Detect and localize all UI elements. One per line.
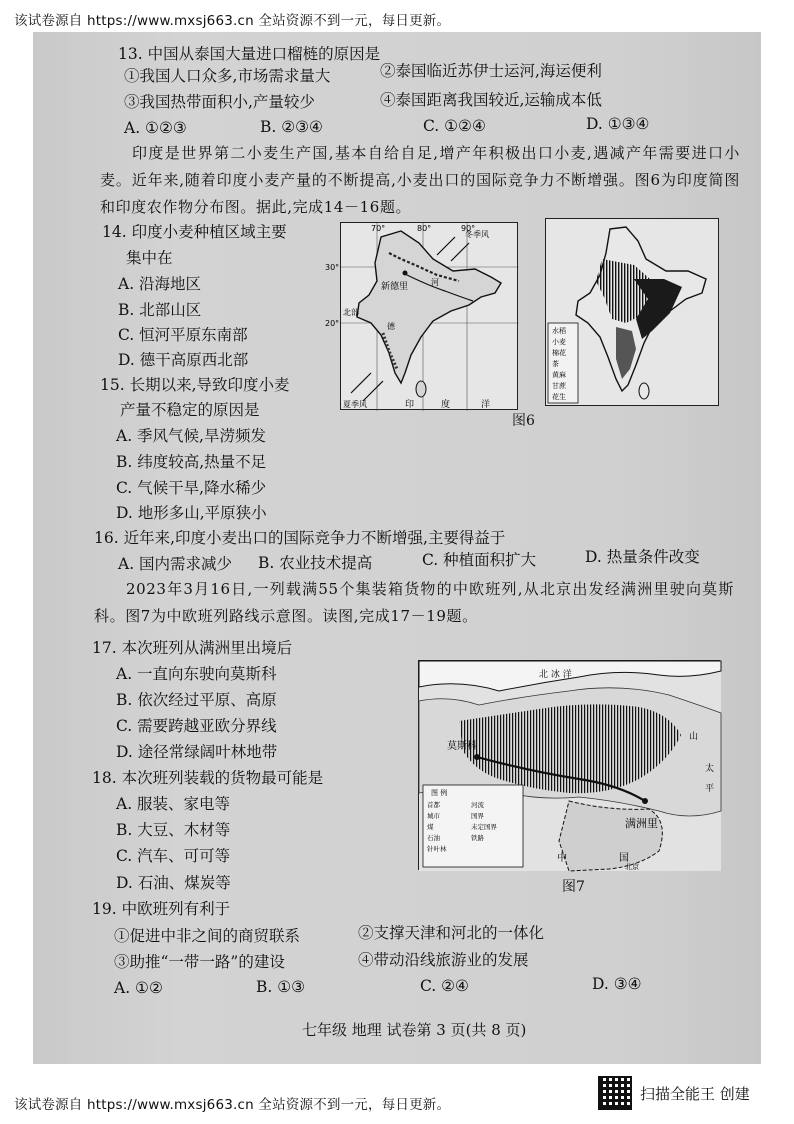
- q13-option-4: ④泰国距离我国较近,运输成本低: [380, 91, 602, 109]
- q18-stem: 18. 本次班列装载的货物最可能是: [92, 769, 324, 787]
- manzhouli-dot: [642, 798, 648, 804]
- crop-map-svg: [546, 219, 720, 407]
- beijing-label: 北京: [625, 863, 639, 871]
- lon-80-label: 80°: [417, 224, 432, 233]
- q14-stem-2: 集中在: [126, 249, 173, 267]
- moscow-label: 莫斯科: [447, 741, 477, 752]
- newdelhi-dot: [403, 271, 408, 276]
- q19-option-1: ①促进中非之间的商贸联系: [114, 927, 301, 945]
- q16-answer-b: B. 农业技术提高: [258, 554, 373, 572]
- legend-capital: 首都: [427, 801, 440, 809]
- q16-answer-a: A. 国内需求减少: [118, 555, 233, 573]
- intro-14-16: 印度是世界第二小麦生产国,基本自给自足,增产年积极出口小麦,遇减产年需要进口小麦。近年来,随着印度小麦产量的不断提高,小麦出口的国际竞争力不断增强。图6为印度简图和印度农作物分布图。据此,完成14－16题。: [100, 144, 740, 216]
- legend-rice: 水稻: [552, 327, 566, 335]
- q19-stem: 19. 中欧班列有利于: [92, 900, 231, 918]
- bottom-banner: 该试卷源自 https://www.mxsj663.cn 全站资源不到一元，每日更新。: [14, 1097, 451, 1113]
- q13-answer-c: C. ①②④: [423, 117, 486, 135]
- q17-stem: 17. 本次班列从满洲里出境后: [92, 639, 293, 657]
- india-outline: [357, 231, 501, 383]
- q18-answer-b: B. 大豆、木材等: [116, 821, 231, 839]
- legend-tea: 茶: [552, 360, 559, 368]
- q17-answer-b: B. 依次经过平原、高原: [116, 691, 277, 709]
- q14-answer-d: D. 德干高原西北部: [118, 351, 249, 369]
- q19-answer-b: B. ①③: [256, 978, 306, 996]
- q17-answer-d: D. 途径常绿阔叶林地带: [116, 743, 278, 761]
- figure-6-caption: 图6: [512, 413, 535, 429]
- ocean-label-3: 洋: [481, 400, 491, 410]
- legend-title: 图 例: [431, 789, 448, 797]
- china-label: 中: [557, 853, 567, 864]
- q18-answer-c: C. 汽车、可可等: [116, 847, 231, 865]
- arctic-label: 北 冰 洋: [539, 670, 572, 680]
- manzhouli-label: 满洲里: [625, 817, 658, 830]
- q18-answer-a: A. 服装、家电等: [116, 795, 231, 813]
- q16-stem: 16. 近年来,印度小麦出口的国际竞争力不断增强,主要得益于: [94, 529, 506, 547]
- mountain-label: 山: [689, 732, 699, 742]
- figure-7-railway-map: [418, 660, 720, 870]
- q16-answer-d: D. 热量条件改变: [585, 548, 700, 566]
- q17-answer-c: C. 需要跨越亚欧分界线: [116, 717, 277, 735]
- q14-answer-c: C. 恒河平原东南部: [118, 326, 248, 344]
- legend-undef: 未定国界: [471, 823, 497, 831]
- legend-river: 河流: [471, 801, 484, 809]
- qr-code-icon: [598, 1076, 632, 1110]
- lon-70-label: 70°: [371, 224, 386, 233]
- summer-monsoon-arrow-2: [363, 381, 383, 401]
- q13-option-3: ③我国热带面积小,产量较少: [124, 93, 315, 111]
- legend-cane: 甘蔗: [552, 382, 566, 390]
- q19-option-2: ②支撑天津和河北的一体化: [358, 924, 545, 942]
- q14-answer-b: B. 北部山区: [118, 301, 202, 319]
- india-map-svg: [325, 223, 519, 411]
- q16-answer-c: C. 种植面积扩大: [422, 551, 537, 569]
- q13-answer-d: D. ①③④: [586, 115, 650, 133]
- q19-answer-c: C. ②④: [420, 977, 469, 995]
- sri-lanka: [416, 381, 426, 397]
- q19-option-3: ③助推“一带一路”的建设: [114, 953, 285, 971]
- q15-answer-c: C. 气候干旱,降水稀少: [116, 479, 267, 497]
- newdelhi-label: 新德里: [381, 282, 409, 292]
- lon-90-label: 90°: [461, 224, 476, 233]
- q15-answer-b: B. 纬度较高,热量不足: [116, 453, 267, 471]
- winter-monsoon-arrow-1: [437, 237, 455, 255]
- winter-monsoon-label: 冬季风: [465, 230, 489, 239]
- intro-17-19: 2023年3月16日,一列载满55个集装箱货物的中欧班列,从北京出发经满洲里驶向莫斯科。图7为中欧班列路线示意图。读图,完成17－19题。: [94, 580, 734, 625]
- sri-lanka-crop: [639, 383, 649, 399]
- q14-stem-1: 14. 印度小麦种植区域主要: [102, 223, 287, 241]
- river-label: 河: [431, 278, 439, 287]
- railway-map-svg: [419, 661, 721, 871]
- q13-answer-a: A. ①②③: [124, 119, 187, 137]
- q15-answer-a: A. 季风气候,旱涝频发: [116, 427, 266, 445]
- q19-answer-a: A. ①②: [114, 979, 163, 997]
- figure-6-crop-map: [545, 218, 719, 406]
- q14-answer-a: A. 沿海地区: [118, 275, 202, 293]
- moscow-dot: [474, 754, 480, 760]
- winter-monsoon-arrow-2: [451, 243, 469, 261]
- legend-city: 城市: [427, 812, 440, 820]
- legend-oil: 石油: [427, 834, 440, 842]
- camscanner-label: 扫描全能王 创建: [640, 1085, 750, 1103]
- legend-peanut: 花生: [552, 393, 566, 401]
- legend-coal: 煤: [427, 823, 434, 831]
- q13-answer-b: B. ②③④: [260, 118, 323, 136]
- q19-answer-d: D. ③④: [592, 975, 642, 993]
- figure-6-india-map: [325, 222, 518, 410]
- q13-stem: 13. 中国从泰国大量进口榴梿的原因是: [118, 45, 381, 63]
- legend-rail: 铁路: [471, 834, 484, 842]
- ocean-label-2: 度: [441, 400, 451, 410]
- pacific-label-2: 平: [705, 784, 715, 794]
- q13-option-1: ①我国人口众多,市场需求量大: [124, 67, 331, 85]
- page-footer: 七年级 地理 试卷第 3 页(共 8 页): [302, 1021, 527, 1039]
- plateau-label: 北部: [343, 308, 359, 317]
- china-label-2: 国: [619, 853, 629, 864]
- q15-answer-d: D. 地形多山,平原狭小: [116, 504, 267, 522]
- q18-answer-d: D. 石油、煤炭等: [116, 874, 231, 892]
- lat-30-label: 30°: [325, 263, 340, 272]
- q13-option-2: ②泰国临近苏伊士运河,海运便利: [380, 62, 602, 80]
- ocean-label-1: 印: [405, 400, 415, 410]
- legend-cotton: 棉花: [552, 349, 566, 357]
- pacific-label-1: 太: [705, 764, 715, 774]
- summer-monsoon-label: 夏季风: [343, 400, 367, 409]
- q15-stem-2: 产量不稳定的原因是: [120, 401, 260, 419]
- q15-stem-1: 15. 长期以来,导致印度小麦: [100, 376, 290, 394]
- legend-jute: 黄麻: [552, 371, 566, 379]
- q19-option-4: ④带动沿线旅游业的发展: [358, 951, 529, 969]
- q17-answer-a: A. 一直向东驶向莫斯科: [116, 665, 277, 683]
- figure-7-caption: 图7: [562, 879, 585, 895]
- deccan-label: 德: [387, 322, 395, 331]
- lat-20-label: 20°: [325, 319, 340, 328]
- top-banner: 该试卷源自 https://www.mxsj663.cn 全站资源不到一元，每日更新。: [14, 13, 451, 29]
- summer-monsoon-arrow-1: [351, 373, 371, 393]
- legend-wheat: 小麦: [552, 338, 566, 346]
- legend-forest: 针叶林: [427, 845, 447, 853]
- legend-border: 国界: [471, 812, 484, 820]
